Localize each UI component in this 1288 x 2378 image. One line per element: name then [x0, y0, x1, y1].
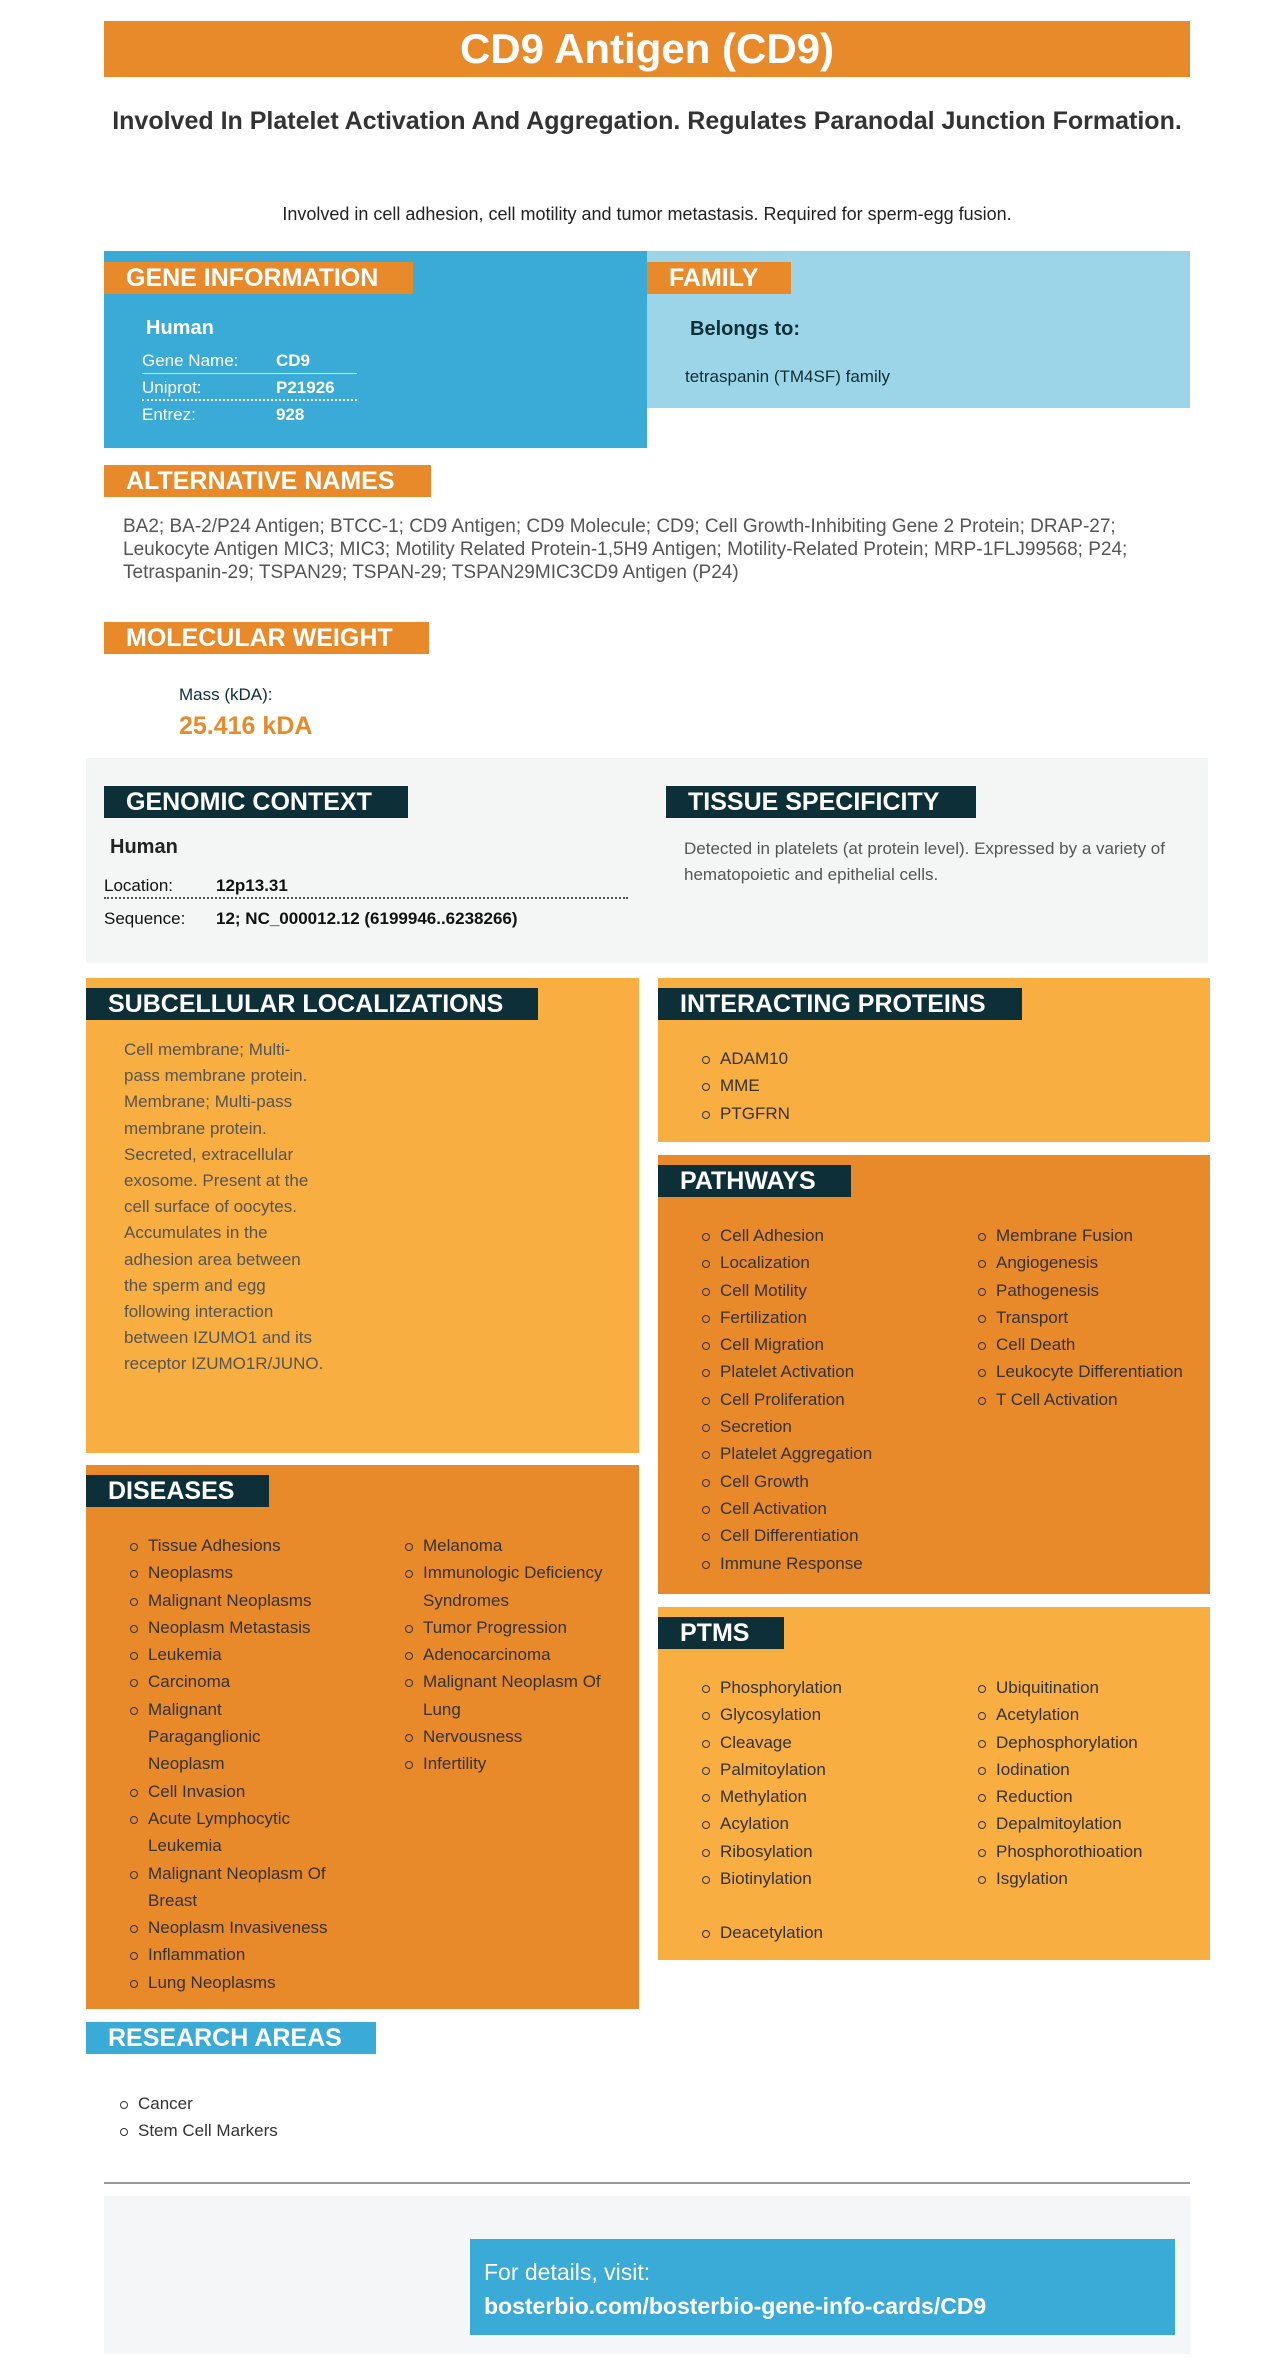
list-item: Infertility: [403, 1750, 628, 1777]
list-item: Inflammation: [128, 1941, 348, 1968]
ptms-list-col2: [976, 1674, 1206, 1892]
ptms-list-col1: [700, 1674, 970, 1892]
list-item: Phosphorylation: [700, 1674, 970, 1701]
list-item: Acylation: [700, 1810, 970, 1837]
summary-tagline: Involved in cell adhesion, cell motility and tumor metastasis. Required for sperm-egg fusion.: [282, 204, 1012, 224]
tissue-specificity-heading: TISSUE SPECIFICITY: [666, 786, 976, 818]
list-item: Reduction: [976, 1783, 1206, 1810]
location-value: 12p13.31: [216, 876, 288, 895]
location-label: Location:: [104, 876, 173, 895]
list-item: Malignant Neoplasm Of Breast: [128, 1860, 348, 1915]
list-item: Depalmitoylation: [976, 1810, 1206, 1837]
pathways-list-col1: [700, 1222, 970, 1577]
list-item: MME: [700, 1072, 790, 1099]
list-item: Lung Neoplasms: [128, 1969, 348, 1996]
gene-info-table: [142, 347, 357, 428]
belongs-to-label: Belongs to:: [690, 318, 800, 340]
list-item: Tissue Adhesions: [128, 1532, 348, 1559]
list-item: Cell Motility: [700, 1277, 970, 1304]
list-item: Neoplasm Metastasis: [128, 1614, 348, 1641]
list-item: Methylation: [700, 1783, 970, 1810]
genomic-context-heading: GENOMIC CONTEXT: [104, 786, 408, 818]
list-item: Fertilization: [700, 1304, 970, 1331]
list-item: Cell Proliferation: [700, 1386, 970, 1413]
alternative-names-text: BA2; BA-2/P24 Antigen; BTCC-1; CD9 Antigen; CD9 Molecule; CD9; Cell Growth-Inhibiting Gene 2 Protein; DRAP-27; Leukocyte Antigen MIC3; MIC3; Motility Related Protein-1,5H9 Antigen; Motility-Related Protein; MRP-1FLJ99568; P24; Tetraspanin-29; TSPAN29; TSPAN-29; TSPAN29MIC3CD9 Antigen (P24): [123, 516, 1128, 583]
list-item: Membrane Fusion: [976, 1222, 1206, 1249]
list-item: Biotinylation: [700, 1865, 970, 1892]
entrez-row: [142, 401, 357, 428]
list-item: Acetylation: [976, 1701, 1206, 1728]
gene-name-row: [142, 347, 357, 374]
list-item: Immunologic Deficiency Syndromes: [403, 1559, 628, 1614]
list-item: Secretion: [700, 1413, 970, 1440]
interacting-proteins-list: [700, 1045, 790, 1127]
page-title: CD9 Antigen (CD9): [104, 21, 1190, 77]
list-item: Cell Differentiation: [700, 1522, 970, 1549]
details-visit-label: For details, visit:: [484, 2259, 651, 2285]
list-item: Cell Migration: [700, 1331, 970, 1358]
list-item: Ubiquitination: [976, 1674, 1206, 1701]
list-item: Cleavage: [700, 1729, 970, 1756]
list-item: Localization: [700, 1249, 970, 1276]
details-url-link[interactable]: bosterbio.com/bosterbio-gene-info-cards/CD9: [484, 2293, 987, 2319]
research-areas-heading: RESEARCH AREAS: [86, 2022, 376, 2054]
list-item: Iodination: [976, 1756, 1206, 1783]
list-item: Neoplasm Invasiveness: [128, 1914, 348, 1941]
list-item: Malignant Neoplasms: [128, 1587, 348, 1614]
genomic-species: Human: [110, 836, 178, 858]
gene-name-label: Gene Name:: [142, 351, 239, 370]
uniprot-label: Uniprot:: [142, 378, 202, 397]
list-item: Angiogenesis: [976, 1249, 1206, 1276]
diseases-list-col1: [128, 1532, 348, 1996]
list-item: Cell Adhesion: [700, 1222, 970, 1249]
list-item: ADAM10: [700, 1045, 790, 1072]
list-item: Leukocyte Differentiation: [976, 1358, 1206, 1385]
sequence-value: 12; NC_000012.12 (6199946..6238266): [216, 909, 518, 928]
list-item: Cell Activation: [700, 1495, 970, 1522]
list-item: Cancer: [118, 2090, 278, 2117]
list-item: Tumor Progression: [403, 1614, 628, 1641]
mass-value: 25.416 kDA: [179, 712, 313, 740]
list-item: PTGFRN: [700, 1100, 790, 1127]
diseases-heading: DISEASES: [86, 1475, 269, 1507]
list-item: Malignant Paraganglionic Neoplasm: [128, 1696, 278, 1778]
list-item: Nervousness: [403, 1723, 628, 1750]
uniprot-value: P21926: [276, 378, 335, 397]
list-item: Adenocarcinoma: [403, 1641, 628, 1668]
interacting-proteins-heading: INTERACTING PROTEINS: [658, 988, 1022, 1020]
mass-label: Mass (kDA):: [179, 685, 273, 704]
list-item: Acute Lymphocytic Leukemia: [128, 1805, 318, 1860]
gene-information-heading: GENE INFORMATION: [104, 262, 413, 294]
molecular-weight-heading: MOLECULAR WEIGHT: [104, 622, 429, 654]
gene-name-value: CD9: [276, 351, 311, 370]
list-item: Stem Cell Markers: [118, 2117, 278, 2144]
list-item: Isgylation: [976, 1865, 1206, 1892]
list-item: Leukemia: [128, 1641, 348, 1668]
list-item: Platelet Aggregation: [700, 1440, 970, 1467]
list-item: Phosphorothioation: [976, 1838, 1206, 1865]
gene-species: Human: [146, 317, 214, 339]
footer-divider: [104, 2182, 1190, 2184]
uniprot-row: [142, 374, 357, 401]
pathways-heading: PATHWAYS: [658, 1165, 851, 1197]
entrez-value: 928: [276, 405, 305, 424]
family-value: tetraspanin (TM4SF) family: [685, 367, 890, 386]
list-item: Malignant Neoplasm Of Lung: [403, 1668, 608, 1723]
list-item: Transport: [976, 1304, 1206, 1331]
list-item: Ribosylation: [700, 1838, 970, 1865]
diseases-list-col2: [403, 1532, 628, 1778]
list-item: Carcinoma: [128, 1668, 348, 1695]
list-item: Deacetylation: [700, 1919, 970, 1946]
list-item: T Cell Activation: [976, 1386, 1206, 1413]
tissue-specificity-text: Detected in platelets (at protein level). Expressed by a variety of hematopoietic and epithelial cells.: [684, 839, 1165, 884]
list-item: Dephosphorylation: [976, 1729, 1206, 1756]
subcellular-text: Cell membrane; Multi-pass membrane protein. Membrane; Multi-pass membrane protein. Secreted, extracellular exosome. Present at the cell surface of oocytes. Accumulates in the adhesion area between the sperm and egg following interaction between IZUMO1 and its receptor IZUMO1R/JUNO.: [124, 1040, 324, 1374]
sequence-row: [104, 906, 628, 932]
location-row: [104, 873, 628, 899]
details-link-box[interactable]: [470, 2239, 1175, 2335]
list-item: Neoplasms: [128, 1559, 348, 1586]
sequence-label: Sequence:: [104, 909, 186, 928]
list-item: Cell Invasion: [128, 1778, 348, 1805]
list-item: Melanoma: [403, 1532, 628, 1559]
list-item: Palmitoylation: [700, 1756, 970, 1783]
list-item: Glycosylation: [700, 1701, 970, 1728]
alternative-names-heading: ALTERNATIVE NAMES: [104, 465, 431, 497]
list-item: Cell Death: [976, 1331, 1206, 1358]
list-item: Pathogenesis: [976, 1277, 1206, 1304]
list-item: Immune Response: [700, 1550, 970, 1577]
list-item: Cell Growth: [700, 1468, 970, 1495]
family-heading: FAMILY: [647, 262, 791, 294]
ptms-list-col3: [700, 1919, 970, 1946]
entrez-label: Entrez:: [142, 405, 196, 424]
research-areas-list: [118, 2090, 278, 2145]
list-item: Platelet Activation: [700, 1358, 970, 1385]
page-subtitle: Involved In Platelet Activation And Aggregation. Regulates Paranodal Junction Formation.: [112, 107, 1182, 135]
subcellular-heading: SUBCELLULAR LOCALIZATIONS: [86, 988, 538, 1020]
pathways-list-col2: [976, 1222, 1206, 1413]
ptms-heading: PTMS: [658, 1617, 784, 1649]
